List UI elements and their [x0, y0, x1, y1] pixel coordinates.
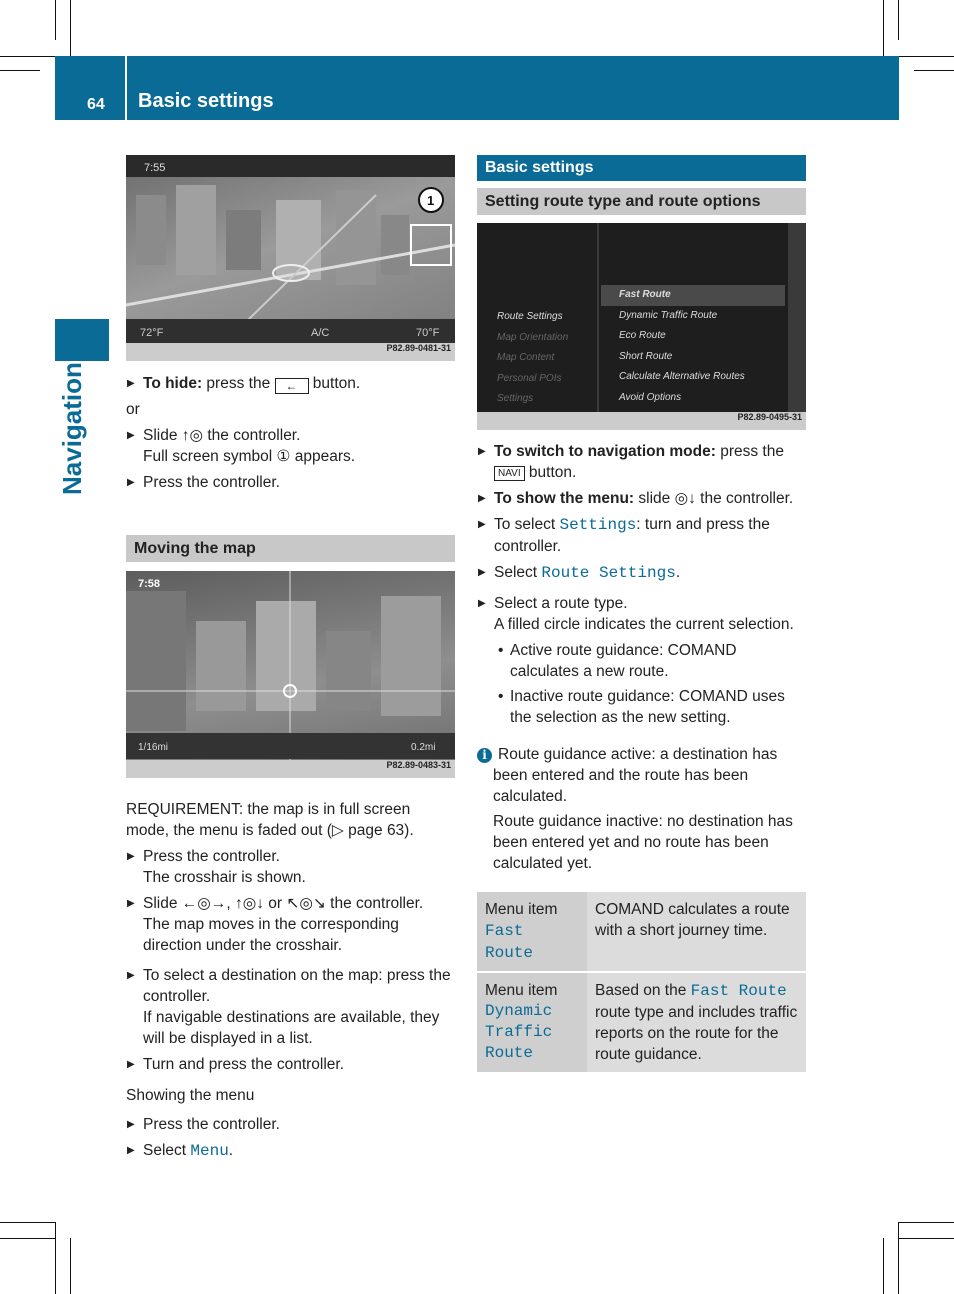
menu-item: Settings: [497, 393, 534, 404]
menu-item: Avoid Options: [619, 391, 682, 403]
map-illustration: [126, 571, 455, 778]
map-scale: 1/16mi: [138, 742, 169, 753]
table-row: [477, 973, 806, 1072]
step-desc: If navigable destinations are available, they will be displayed in a list.: [143, 1009, 440, 1047]
step-text: or: [263, 895, 287, 912]
step-desc: The crosshair is shown.: [143, 869, 306, 886]
table-cell: [477, 892, 587, 971]
settings-code: Settings: [559, 516, 637, 534]
menu-item: Calculate Alternative Routes: [619, 371, 745, 382]
step-label: To show the menu:: [494, 490, 635, 507]
circled-one-icon: ①: [276, 448, 291, 465]
step-select-settings: [477, 514, 806, 557]
controller-up-down-icon: ↑◎↓: [234, 895, 264, 912]
controller-down-icon: ◎↓: [674, 490, 696, 507]
step-desc: The map moves in the corresponding direction under the crosshair.: [143, 916, 399, 954]
menu-item: Personal POIs: [497, 372, 562, 384]
step-text: To select: [494, 516, 560, 533]
step-text: Select: [143, 1142, 191, 1159]
navi-key-icon: NAVI: [494, 466, 525, 481]
step-label: To hide:: [143, 375, 203, 392]
step-text: : turn and press the controller.: [494, 516, 770, 555]
step-text: button.: [308, 375, 361, 392]
side-tab-marker: [55, 319, 109, 361]
fast-route-code: Fast Route: [690, 982, 787, 1000]
right-menu: [601, 285, 785, 408]
step-turn-press: ▶ Turn and press the controller.: [126, 1054, 455, 1075]
step-text: slide: [634, 490, 675, 507]
step-text: ,: [226, 895, 235, 912]
table-cell: [587, 973, 806, 1072]
distance-readout: 0.2mi: [411, 742, 436, 753]
step-select-destination: [126, 965, 455, 1049]
menu-item-label: Menu item: [485, 982, 558, 999]
crop-mark: [0, 56, 55, 57]
step-desc: appears.: [290, 448, 356, 465]
step-text: press the: [715, 443, 784, 460]
step-slide: [126, 425, 455, 467]
image-caption: P82.89-0495-31: [737, 412, 802, 422]
menu-item-label: Menu item: [485, 901, 558, 918]
step-text: Press the controller.: [143, 848, 280, 865]
step-text: Slide: [143, 427, 182, 444]
step-text: .: [228, 1142, 234, 1159]
step-text: button.: [524, 464, 577, 481]
step-text: .: [675, 564, 681, 581]
table-row: [477, 892, 806, 971]
step-slide-2: [126, 893, 455, 956]
menu-item: Dynamic Traffic Route: [619, 309, 718, 321]
or-text: or: [126, 401, 140, 418]
image-caption: P82.89-0483-31: [386, 760, 451, 770]
showing-menu-heading: Showing the menu: [126, 1087, 255, 1104]
image-caption: P82.89-0481-31: [386, 343, 451, 353]
section-title: Basic settings: [477, 155, 806, 181]
info-icon: i: [477, 748, 492, 763]
left-column: [126, 155, 455, 1167]
map-screenshot-crosshair: [126, 571, 455, 778]
step-text: the controller.: [203, 427, 301, 444]
crop-mark: [55, 1222, 56, 1294]
step-select-type: [477, 593, 806, 635]
step-press-2: [126, 846, 455, 888]
controller-diagonal-icon: ↖◎↘: [286, 895, 326, 912]
info-text: Route guidance active: a destination has been entered and the route has been calculated.: [493, 746, 778, 805]
table-cell: [477, 973, 587, 1072]
menu-item: Route Settings: [497, 311, 563, 322]
bullet-inactive: • Inactive route guidance: COMAND uses the selection as the new setting.: [477, 686, 806, 728]
table-cell: [587, 892, 806, 971]
menu-item: Eco Route: [619, 330, 666, 341]
menu-item: Map Orientation: [497, 331, 569, 343]
side-tab-label: Navigation: [57, 362, 87, 495]
controller-left-right-icon: ←◎→: [181, 895, 227, 912]
route-settings-screenshot: [477, 223, 806, 430]
menu-item: Map Content: [497, 352, 555, 363]
table-desc: COMAND calculates a route with a short journey time.: [595, 901, 790, 939]
step-text: the controller.: [325, 895, 424, 912]
header-divider: [125, 56, 127, 120]
step-text: Select a route type.: [494, 595, 628, 612]
page-title: Basic settings: [138, 90, 274, 112]
back-button-icon: ←: [275, 378, 309, 394]
step-text: press the: [202, 375, 275, 392]
crop-mark: [898, 0, 899, 40]
step-text: To select a destination on the map: press the controller.: [143, 967, 451, 1005]
crop-mark: [0, 1238, 55, 1239]
step-show-menu: [477, 488, 806, 509]
crop-mark: [55, 0, 56, 40]
ac-label: A/C: [311, 327, 330, 339]
step-select-menu: [126, 1140, 455, 1162]
clock-readout: 7:55: [144, 162, 166, 174]
info-note: [477, 744, 806, 807]
clock-readout: 7:58: [138, 578, 161, 590]
menu-divider: [597, 223, 599, 412]
crop-mark: [0, 1222, 55, 1223]
temp-left: 72°F: [140, 327, 164, 339]
menu-divider: [788, 223, 806, 412]
step-text: the controller.: [695, 490, 794, 507]
bullet-active: • Active route guidance: COMAND calculates a new route.: [477, 640, 806, 682]
page-number: 64: [87, 96, 105, 113]
step-switch-nav: [477, 441, 806, 483]
route-options-table: [477, 892, 806, 1072]
menu-item-code: Dynamic Traffic Route: [485, 1002, 553, 1062]
info-note-2: Route guidance inactive: no destination has been entered yet and no route has been calculated yet.: [493, 813, 793, 872]
map-screenshot-3d: [126, 155, 455, 361]
crop-mark: [883, 1238, 884, 1294]
table-desc: route type and includes traffic reports on the route for the route guidance.: [595, 1004, 798, 1063]
route-settings-code: Route Settings: [541, 564, 676, 582]
subsection-title-moving-map: Moving the map: [126, 535, 455, 562]
menu-item: Short Route: [619, 350, 673, 362]
requirement-text: REQUIREMENT: the map is in full screen mode, the menu is faded out (▷ page 63).: [126, 801, 414, 839]
table-desc: Based on the: [595, 982, 691, 999]
step-label: To switch to navigation mode:: [494, 443, 716, 460]
step-desc: A filled circle indicates the current selection.: [494, 616, 794, 633]
temp-right: 70°F: [416, 327, 440, 339]
step-press-3: ▶ Press the controller.: [126, 1114, 455, 1135]
crop-mark: [899, 1222, 954, 1223]
callout-number: 1: [427, 193, 435, 208]
step-text: Select: [494, 564, 542, 581]
right-column: [477, 155, 806, 1072]
step-text: Slide: [143, 895, 182, 912]
step-hide: [126, 373, 455, 394]
crop-mark: [899, 56, 954, 57]
menu-item-code: Fast Route: [485, 922, 534, 962]
crop-mark: [0, 70, 40, 71]
menu-code: Menu: [190, 1142, 229, 1160]
crop-mark: [899, 1238, 954, 1239]
map-illustration: [126, 155, 455, 361]
crop-mark: [914, 70, 954, 71]
crop-mark: [70, 0, 71, 56]
page-header: [55, 56, 899, 120]
crop-mark: [898, 1222, 899, 1294]
step-press: ▶ Press the controller.: [126, 472, 455, 493]
step-desc: Full screen symbol: [143, 448, 277, 465]
controller-up-icon: ↑◎: [181, 427, 204, 444]
menu-item: Fast Route: [601, 285, 785, 306]
step-select-route-settings: [477, 562, 806, 584]
crop-mark: [883, 0, 884, 56]
left-menu: [497, 307, 597, 410]
crop-mark: [70, 1238, 71, 1294]
subsection-title-route-type: Setting route type and route options: [477, 188, 806, 215]
